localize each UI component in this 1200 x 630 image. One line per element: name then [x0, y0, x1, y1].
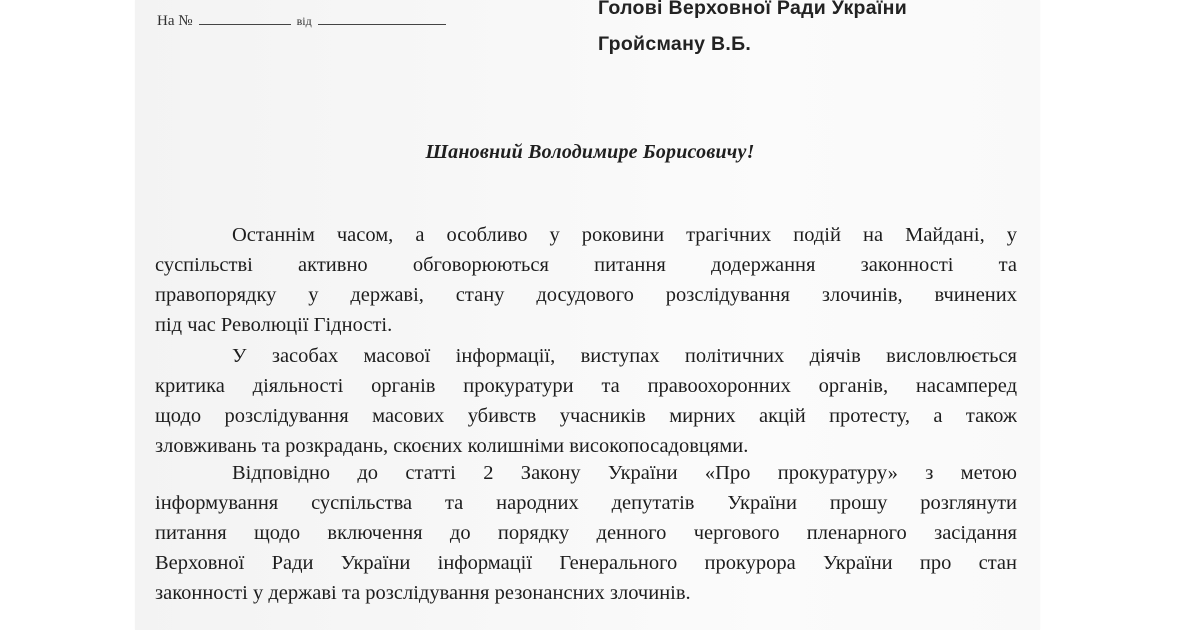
- paragraph-line: зловживань та розкрадань, скоєних колишніми високопосадовцями.: [155, 435, 749, 457]
- paragraph-line: суспільстві активно обговорюються питання додержання законності та: [155, 254, 1017, 276]
- paragraph-line: під час Революції Гідності.: [155, 314, 393, 336]
- paragraph-line: Останнім часом, а особливо у роковини трагічних подій на Майдані, у: [232, 224, 1017, 246]
- paragraph-3: [155, 458, 1017, 608]
- addressee-line-1: Голові Верховної Ради України: [598, 0, 908, 19]
- reference-date-blank: [318, 12, 446, 25]
- addressee-block: [598, 0, 907, 62]
- salutation: Шановний Володимире Борисовичу!: [425, 141, 755, 163]
- paragraph-line: критика діяльності органів прокуратури та правоохоронних органів, насамперед: [155, 375, 1017, 397]
- paragraph-line: Відповідно до статті 2 Закону України «Про прокуратуру» з метою: [232, 462, 1017, 484]
- paragraph-line: щодо розслідування масових убивств учасників мирних акцій протесту, а також: [155, 405, 1017, 427]
- reference-number-label: На №: [157, 13, 193, 29]
- reference-line: [157, 12, 446, 30]
- paragraph-line: Верховної Ради України інформації Генерального прокурора України про стан: [155, 552, 1017, 574]
- paragraph-line: законності у державі та розслідування резонансних злочинів.: [155, 582, 691, 604]
- reference-number-blank: [199, 12, 291, 25]
- addressee-line-2: Гройсману В.Б.: [598, 33, 752, 55]
- paragraph-line: питання щодо включення до порядку денного чергового пленарного засідання: [155, 522, 1017, 544]
- paragraph-1: [155, 220, 1017, 340]
- paragraph-line: правопорядку у державі, стану досудового розслідування злочинів, вчинених: [155, 284, 1017, 306]
- reference-date-label: від: [296, 14, 312, 28]
- paragraph-line: У засобах масової інформації, виступах політичних діячів висловлюється: [232, 345, 1017, 367]
- paragraph-2: [155, 341, 1017, 461]
- paragraph-line: інформування суспільства та народних депутатів України прошу розглянути: [155, 492, 1017, 514]
